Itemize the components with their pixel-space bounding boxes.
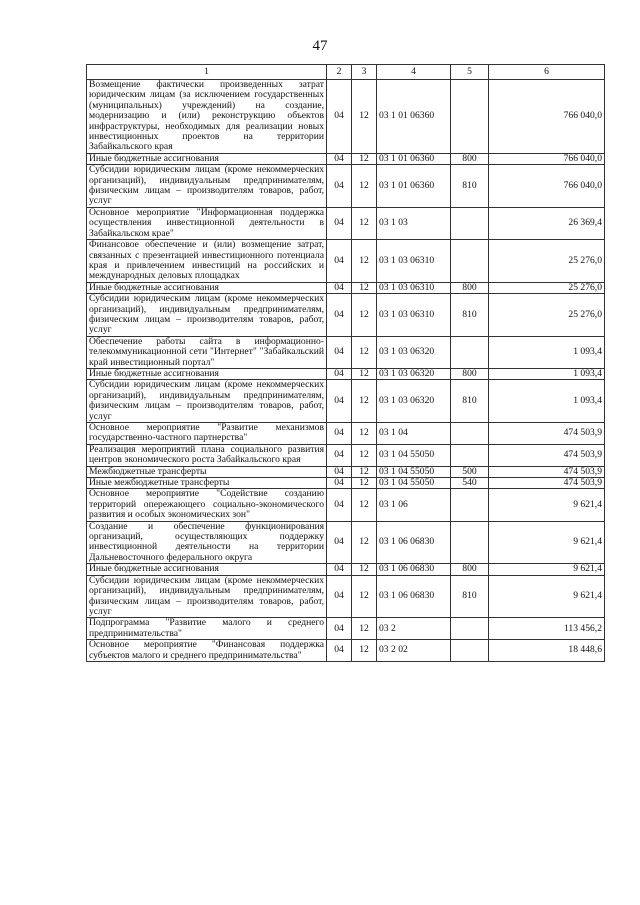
code-section: 04 <box>327 165 352 208</box>
code-section: 04 <box>327 575 352 618</box>
code-section: 04 <box>327 564 352 575</box>
row-name: Создание и обеспечение функционирования организаций, осуществляющих поддержку инвестиционной деятельности на территории Дальневосточного федерального округа <box>87 521 327 564</box>
code-expense-type <box>451 423 489 445</box>
code-subsection: 12 <box>352 575 377 618</box>
code-target: 03 1 03 06320 <box>377 368 451 379</box>
code-section: 04 <box>327 489 352 521</box>
code-expense-type <box>451 80 489 154</box>
row-amount: 113 456,2 <box>489 618 605 640</box>
code-section: 04 <box>327 444 352 466</box>
code-target: 03 2 <box>377 618 451 640</box>
row-name: Субсидии юридическим лицам (кроме некоммерческих организаций), индивидуальным предпринимателям, физическим лицам – производителям товаров, работ, услуг <box>87 380 327 423</box>
table-row <box>87 466 605 477</box>
column-header: 5 <box>451 65 489 80</box>
row-name: Субсидии юридическим лицам (кроме некоммерческих организаций), индивидуальным предпринимателям, физическим лицам – производителям товаров, работ, услуг <box>87 165 327 208</box>
row-amount: 1 093,4 <box>489 380 605 423</box>
row-name: Реализация мероприятий плана социального развития центров экономического роста Забайкальского края <box>87 444 327 466</box>
code-section: 04 <box>327 380 352 423</box>
code-subsection: 12 <box>352 423 377 445</box>
code-subsection: 12 <box>352 240 377 283</box>
code-target: 03 1 03 <box>377 207 451 239</box>
code-target: 03 1 04 <box>377 423 451 445</box>
code-target: 03 1 04 55050 <box>377 478 451 489</box>
code-expense-type <box>451 240 489 283</box>
row-amount: 9 621,4 <box>489 489 605 521</box>
row-amount: 9 621,4 <box>489 521 605 564</box>
table-row <box>87 153 605 164</box>
row-name: Субсидии юридическим лицам (кроме некоммерческих организаций), индивидуальным предпринимателям, физическим лицам – производителям товаров, работ, услуг <box>87 294 327 337</box>
code-expense-type <box>451 207 489 239</box>
table-row <box>87 294 605 337</box>
code-expense-type <box>451 444 489 466</box>
table-row <box>87 618 605 640</box>
table-row <box>87 380 605 423</box>
row-name: Возмещение фактически произведенных затрат юридическим лицам (за исключением государственных (муниципальных) учреждений) на создание, модернизацию и (или) реконструкцию объектов инфраструктуры, необходимых для реализации новых инвестиционных проектов на территории Забайкальского края <box>87 80 327 154</box>
row-amount: 766 040,0 <box>489 80 605 154</box>
column-header: 2 <box>327 65 352 80</box>
row-amount: 474 503,9 <box>489 423 605 445</box>
code-subsection: 12 <box>352 466 377 477</box>
code-subsection: 12 <box>352 640 377 662</box>
code-subsection: 12 <box>352 294 377 337</box>
row-name: Иные бюджетные ассигнования <box>87 564 327 575</box>
code-expense-type: 800 <box>451 282 489 293</box>
code-target: 03 1 03 06310 <box>377 282 451 293</box>
code-target: 03 1 04 55050 <box>377 466 451 477</box>
row-name: Основное мероприятие "Информационная поддержка осуществления инвестиционной деятельности в Забайкальском крае" <box>87 207 327 239</box>
code-target: 03 1 03 06310 <box>377 294 451 337</box>
table-row <box>87 640 605 662</box>
row-amount: 26 369,4 <box>489 207 605 239</box>
row-amount: 18 448,6 <box>489 640 605 662</box>
table-row <box>87 489 605 521</box>
row-name: Субсидии юридическим лицам (кроме некоммерческих организаций), индивидуальным предпринимателям, физическим лицам – производителям товаров, работ, услуг <box>87 575 327 618</box>
code-expense-type: 800 <box>451 153 489 164</box>
row-amount: 25 276,0 <box>489 282 605 293</box>
code-target: 03 1 01 06360 <box>377 80 451 154</box>
row-amount: 9 621,4 <box>489 575 605 618</box>
code-subsection: 12 <box>352 478 377 489</box>
row-name: Основное мероприятие "Содействие созданию территорий опережающего социально-экономического развития и особых экономических зон" <box>87 489 327 521</box>
code-section: 04 <box>327 466 352 477</box>
code-expense-type: 800 <box>451 368 489 379</box>
code-subsection: 12 <box>352 444 377 466</box>
code-section: 04 <box>327 478 352 489</box>
code-expense-type: 800 <box>451 564 489 575</box>
code-section: 04 <box>327 282 352 293</box>
code-target: 03 1 04 55050 <box>377 444 451 466</box>
column-header: 1 <box>87 65 327 80</box>
code-section: 04 <box>327 423 352 445</box>
row-name: Подпрограмма "Развитие малого и среднего предпринимательства" <box>87 618 327 640</box>
code-target: 03 1 06 <box>377 489 451 521</box>
code-subsection: 12 <box>352 489 377 521</box>
table-row <box>87 240 605 283</box>
code-expense-type: 540 <box>451 478 489 489</box>
table-row <box>87 478 605 489</box>
code-subsection: 12 <box>352 618 377 640</box>
table-header <box>87 65 605 80</box>
table-row <box>87 165 605 208</box>
table-row <box>87 282 605 293</box>
code-subsection: 12 <box>352 153 377 164</box>
code-section: 04 <box>327 368 352 379</box>
code-section: 04 <box>327 640 352 662</box>
code-subsection: 12 <box>352 564 377 575</box>
row-amount: 474 503,9 <box>489 478 605 489</box>
row-name: Иные бюджетные ассигнования <box>87 282 327 293</box>
code-section: 04 <box>327 80 352 154</box>
code-section: 04 <box>327 207 352 239</box>
code-subsection: 12 <box>352 368 377 379</box>
row-amount: 25 276,0 <box>489 240 605 283</box>
code-section: 04 <box>327 618 352 640</box>
code-section: 04 <box>327 521 352 564</box>
code-target: 03 1 06 06830 <box>377 564 451 575</box>
row-amount: 9 621,4 <box>489 564 605 575</box>
code-subsection: 12 <box>352 282 377 293</box>
column-header: 3 <box>352 65 377 80</box>
code-target: 03 2 02 <box>377 640 451 662</box>
budget-table <box>86 64 605 662</box>
code-expense-type <box>451 336 489 368</box>
code-section: 04 <box>327 294 352 337</box>
table-row <box>87 575 605 618</box>
row-amount: 766 040,0 <box>489 165 605 208</box>
code-expense-type <box>451 489 489 521</box>
code-expense-type: 810 <box>451 575 489 618</box>
code-section: 04 <box>327 336 352 368</box>
row-amount: 1 093,4 <box>489 336 605 368</box>
row-name: Обеспечение работы сайта в информационно-телекоммуникационной сети "Интернет" "Забайкальский край инвестиционный портал" <box>87 336 327 368</box>
table-row <box>87 368 605 379</box>
table-row <box>87 444 605 466</box>
table-row <box>87 423 605 445</box>
code-expense-type: 810 <box>451 165 489 208</box>
column-header: 4 <box>377 65 451 80</box>
row-name: Иные бюджетные ассигнования <box>87 153 327 164</box>
column-header: 6 <box>489 65 605 80</box>
row-name: Основное мероприятие "Развитие механизмов государственно-частного партнерства" <box>87 423 327 445</box>
code-subsection: 12 <box>352 380 377 423</box>
code-section: 04 <box>327 240 352 283</box>
code-subsection: 12 <box>352 80 377 154</box>
code-expense-type <box>451 521 489 564</box>
code-subsection: 12 <box>352 336 377 368</box>
code-expense-type <box>451 618 489 640</box>
row-amount: 474 503,9 <box>489 466 605 477</box>
code-section: 04 <box>327 153 352 164</box>
row-amount: 1 093,4 <box>489 368 605 379</box>
table-row <box>87 336 605 368</box>
row-amount: 25 276,0 <box>489 294 605 337</box>
table-row <box>87 521 605 564</box>
code-target: 03 1 06 06830 <box>377 521 451 564</box>
code-subsection: 12 <box>352 521 377 564</box>
page-number: 47 <box>312 38 328 54</box>
code-expense-type: 810 <box>451 294 489 337</box>
code-target: 03 1 06 06830 <box>377 575 451 618</box>
code-subsection: 12 <box>352 207 377 239</box>
code-expense-type <box>451 640 489 662</box>
row-name: Финансовое обеспечение и (или) возмещение затрат, связанных с презентацией инвестиционного потенциала края и привлечением инвестиций на российских и международных деловых площадках <box>87 240 327 283</box>
code-subsection: 12 <box>352 165 377 208</box>
table-row <box>87 207 605 239</box>
row-amount: 766 040,0 <box>489 153 605 164</box>
code-target: 03 1 03 06320 <box>377 380 451 423</box>
code-target: 03 1 03 06310 <box>377 240 451 283</box>
row-amount: 474 503,9 <box>489 444 605 466</box>
row-name: Межбюджетные трансферты <box>87 466 327 477</box>
code-expense-type: 810 <box>451 380 489 423</box>
table-body <box>87 80 605 662</box>
table-row <box>87 80 605 154</box>
code-target: 03 1 01 06360 <box>377 165 451 208</box>
code-expense-type: 500 <box>451 466 489 477</box>
code-target: 03 1 01 06360 <box>377 153 451 164</box>
table-row <box>87 564 605 575</box>
row-name: Иные межбюджетные трансферты <box>87 478 327 489</box>
row-name: Иные бюджетные ассигнования <box>87 368 327 379</box>
code-target: 03 1 03 06320 <box>377 336 451 368</box>
row-name: Основное мероприятие "Финансовая поддержка субъектов малого и среднего предпринимательства" <box>87 640 327 662</box>
